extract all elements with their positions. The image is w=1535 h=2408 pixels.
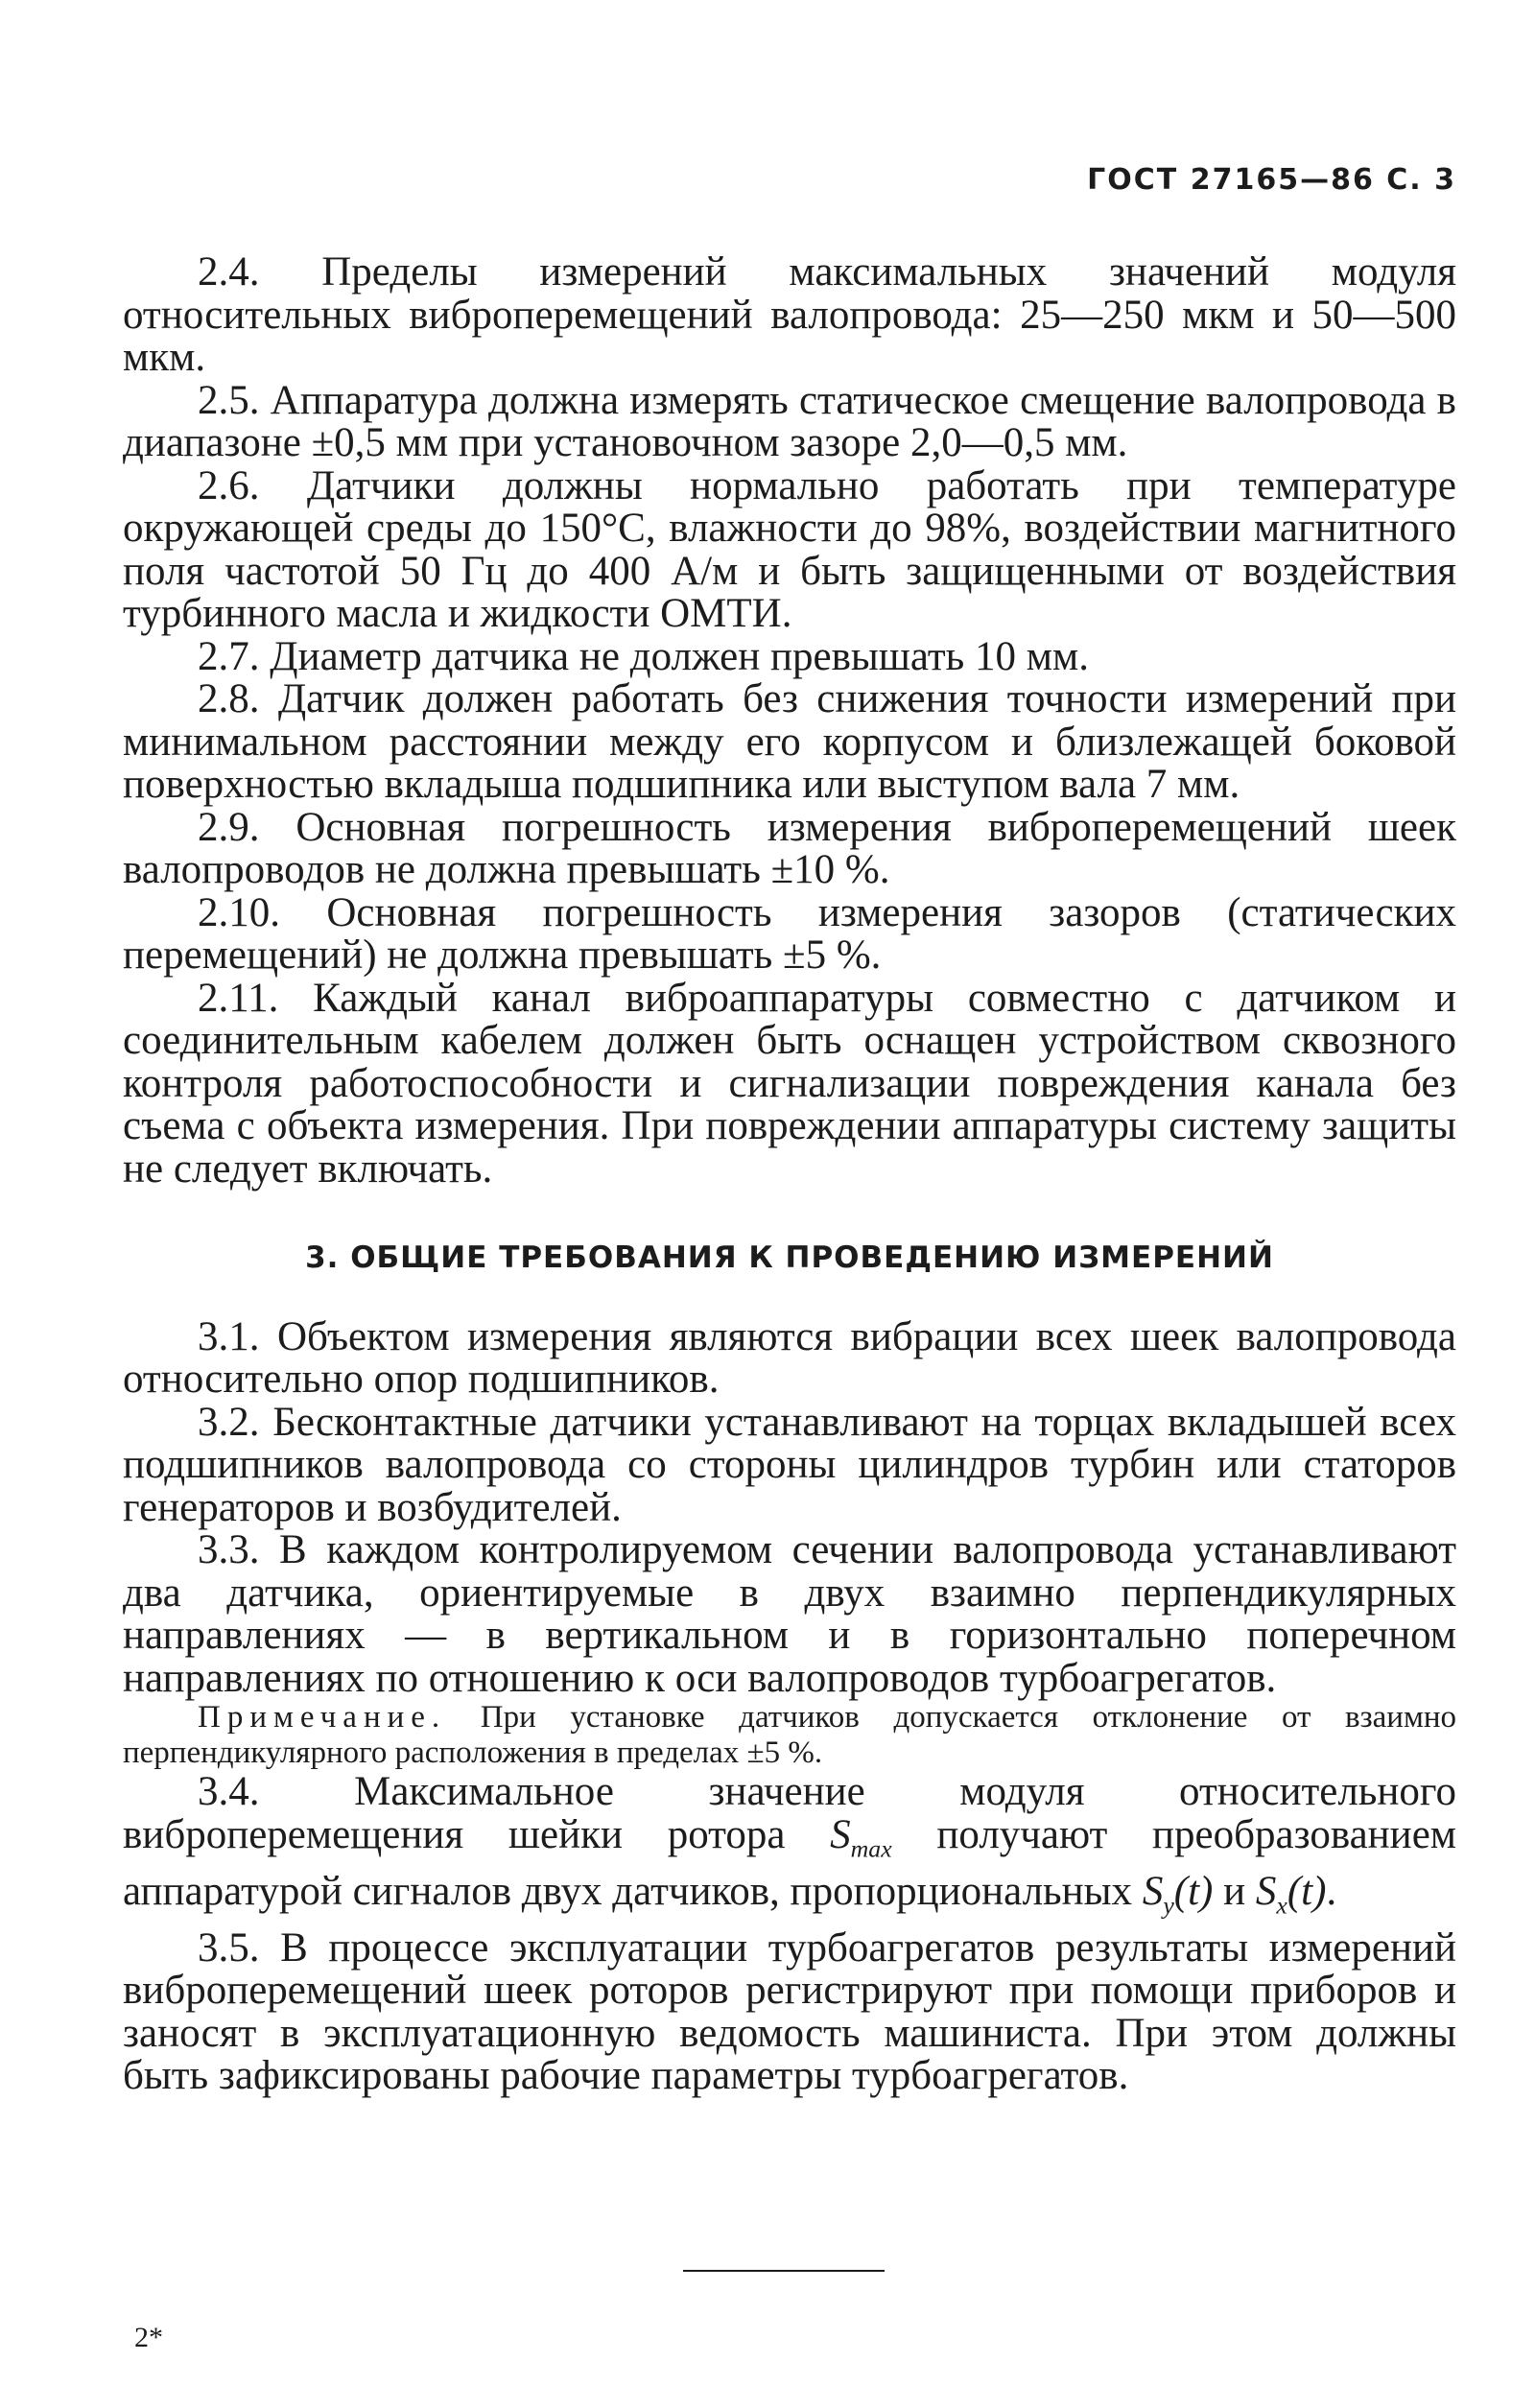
paragraph-2-8: 2.8. Датчик должен работать без снижения точности измерений при минимальном расстоянии между его корпусом и близлежащей боковой поверхностью вкладыша подшипника или выступом вала 7 мм. bbox=[123, 676, 1456, 807]
paragraph-2-4: 2.4. Пределы измерений максимальных значений модуля относительных виброперемещений валопровода: 25—250 мкм и 50—500 мкм. bbox=[123, 249, 1456, 380]
end-rule bbox=[683, 2270, 885, 2272]
paragraph-2-6: 2.6. Датчики должны нормально работать при температуре окружающей среды до 150°С, влажности до 98%, воздействии магнитного поля частотой 50 Гц до 400 А/м и быть защищенными от воздействия турбинного масла и жидкости ОМТИ. bbox=[123, 462, 1456, 636]
section-3-title: 3. ОБЩИЕ ТРЕБОВАНИЯ К ПРОВЕДЕНИЮ ИЗМЕРЕНИЙ bbox=[305, 1240, 1274, 1275]
paragraph-2-9: 2.9. Основная погрешность измерения виброперемещений шеек валопроводов не должна превышать ±10 %. bbox=[123, 804, 1456, 892]
note-label: Примечание. bbox=[198, 1700, 447, 1735]
signature-mark: 2* bbox=[134, 2322, 163, 2353]
p34-text-b: получают преобразованием аппаратурой сигналов двух датчиков, пропорциональных bbox=[123, 1811, 1456, 1914]
symbol-s-y: $S_y(t)$ bbox=[1142, 1868, 1214, 1920]
paragraph-3-2: 3.2. Бесконтактные датчики устанавливают на торцах вкладышей всех подшипников валопровода со стороны цилиндров турбин или статоров генераторов и возбудителей. bbox=[123, 1399, 1456, 1530]
paragraph-2-7: 2.7. Диаметр датчика не должен превышать 10 мм. bbox=[198, 633, 1089, 679]
paragraph-3-5: 3.5. В процессе эксплуатации турбоагрегатов результаты измерений виброперемещений шеек роторов регистрируют при помощи приборов и заносят в эксплуатационную ведомость машиниста. При этом должны быть зафиксированы рабочие параметры турбоагрегатов. bbox=[123, 1924, 1456, 2099]
paragraph-3-4 bbox=[123, 1771, 1456, 1927]
paragraph-2-11: 2.11. Каждый канал виброаппаратуры совместно с датчиком и соединительным кабелем должен быть оснащен устройством сквозного контроля работоспособности и сигнализации повреждения канала без съема с объекта измерения. При повреждении аппаратуры систему защиты не следует включать. bbox=[123, 975, 1456, 1192]
paragraph-3-1: 3.1. Объектом измерения являются вибрации всех шеек валопровода относительно опор подшипников. bbox=[123, 1313, 1456, 1402]
note bbox=[123, 1700, 1456, 1771]
paragraph-2-5: 2.5. Аппаратура должна измерять статическое смещение валопровода в диапазоне ±0,5 мм при установочном зазоре 2,0—0,5 мм. bbox=[123, 377, 1456, 465]
symbol-s-max: $S_{max}$ bbox=[830, 1811, 892, 1863]
symbol-s-x: $S_x(t)$ bbox=[1255, 1868, 1327, 1920]
page-header: ГОСТ 27165—86 С. 3 bbox=[1087, 163, 1456, 197]
paragraph-2-10: 2.10. Основная погрешность измерения зазоров (статических перемещений) не должна превышать ±5 %. bbox=[123, 889, 1456, 978]
document-body bbox=[123, 251, 1456, 2098]
p34-end: . bbox=[1326, 1868, 1337, 1914]
note-text: При установке датчиков допускается отклонение от взаимно перпендикулярного расположения в пределах ±5 %. bbox=[123, 1700, 1456, 1770]
p34-text-a: 3.4. Максимальное значение модуля относительного виброперемещения шейки ротора bbox=[123, 1769, 1456, 1857]
p34-and: и bbox=[1213, 1868, 1256, 1914]
paragraph-3-3: 3.3. В каждом контролируемом сечении валопровода устанавливают два датчика, ориентируемые в двух взаимно перпендикулярных направлениях — в вертикальном и в горизонтально поперечном направлениях по отношению к оси валопроводов турбоагрегатов. bbox=[123, 1527, 1456, 1701]
